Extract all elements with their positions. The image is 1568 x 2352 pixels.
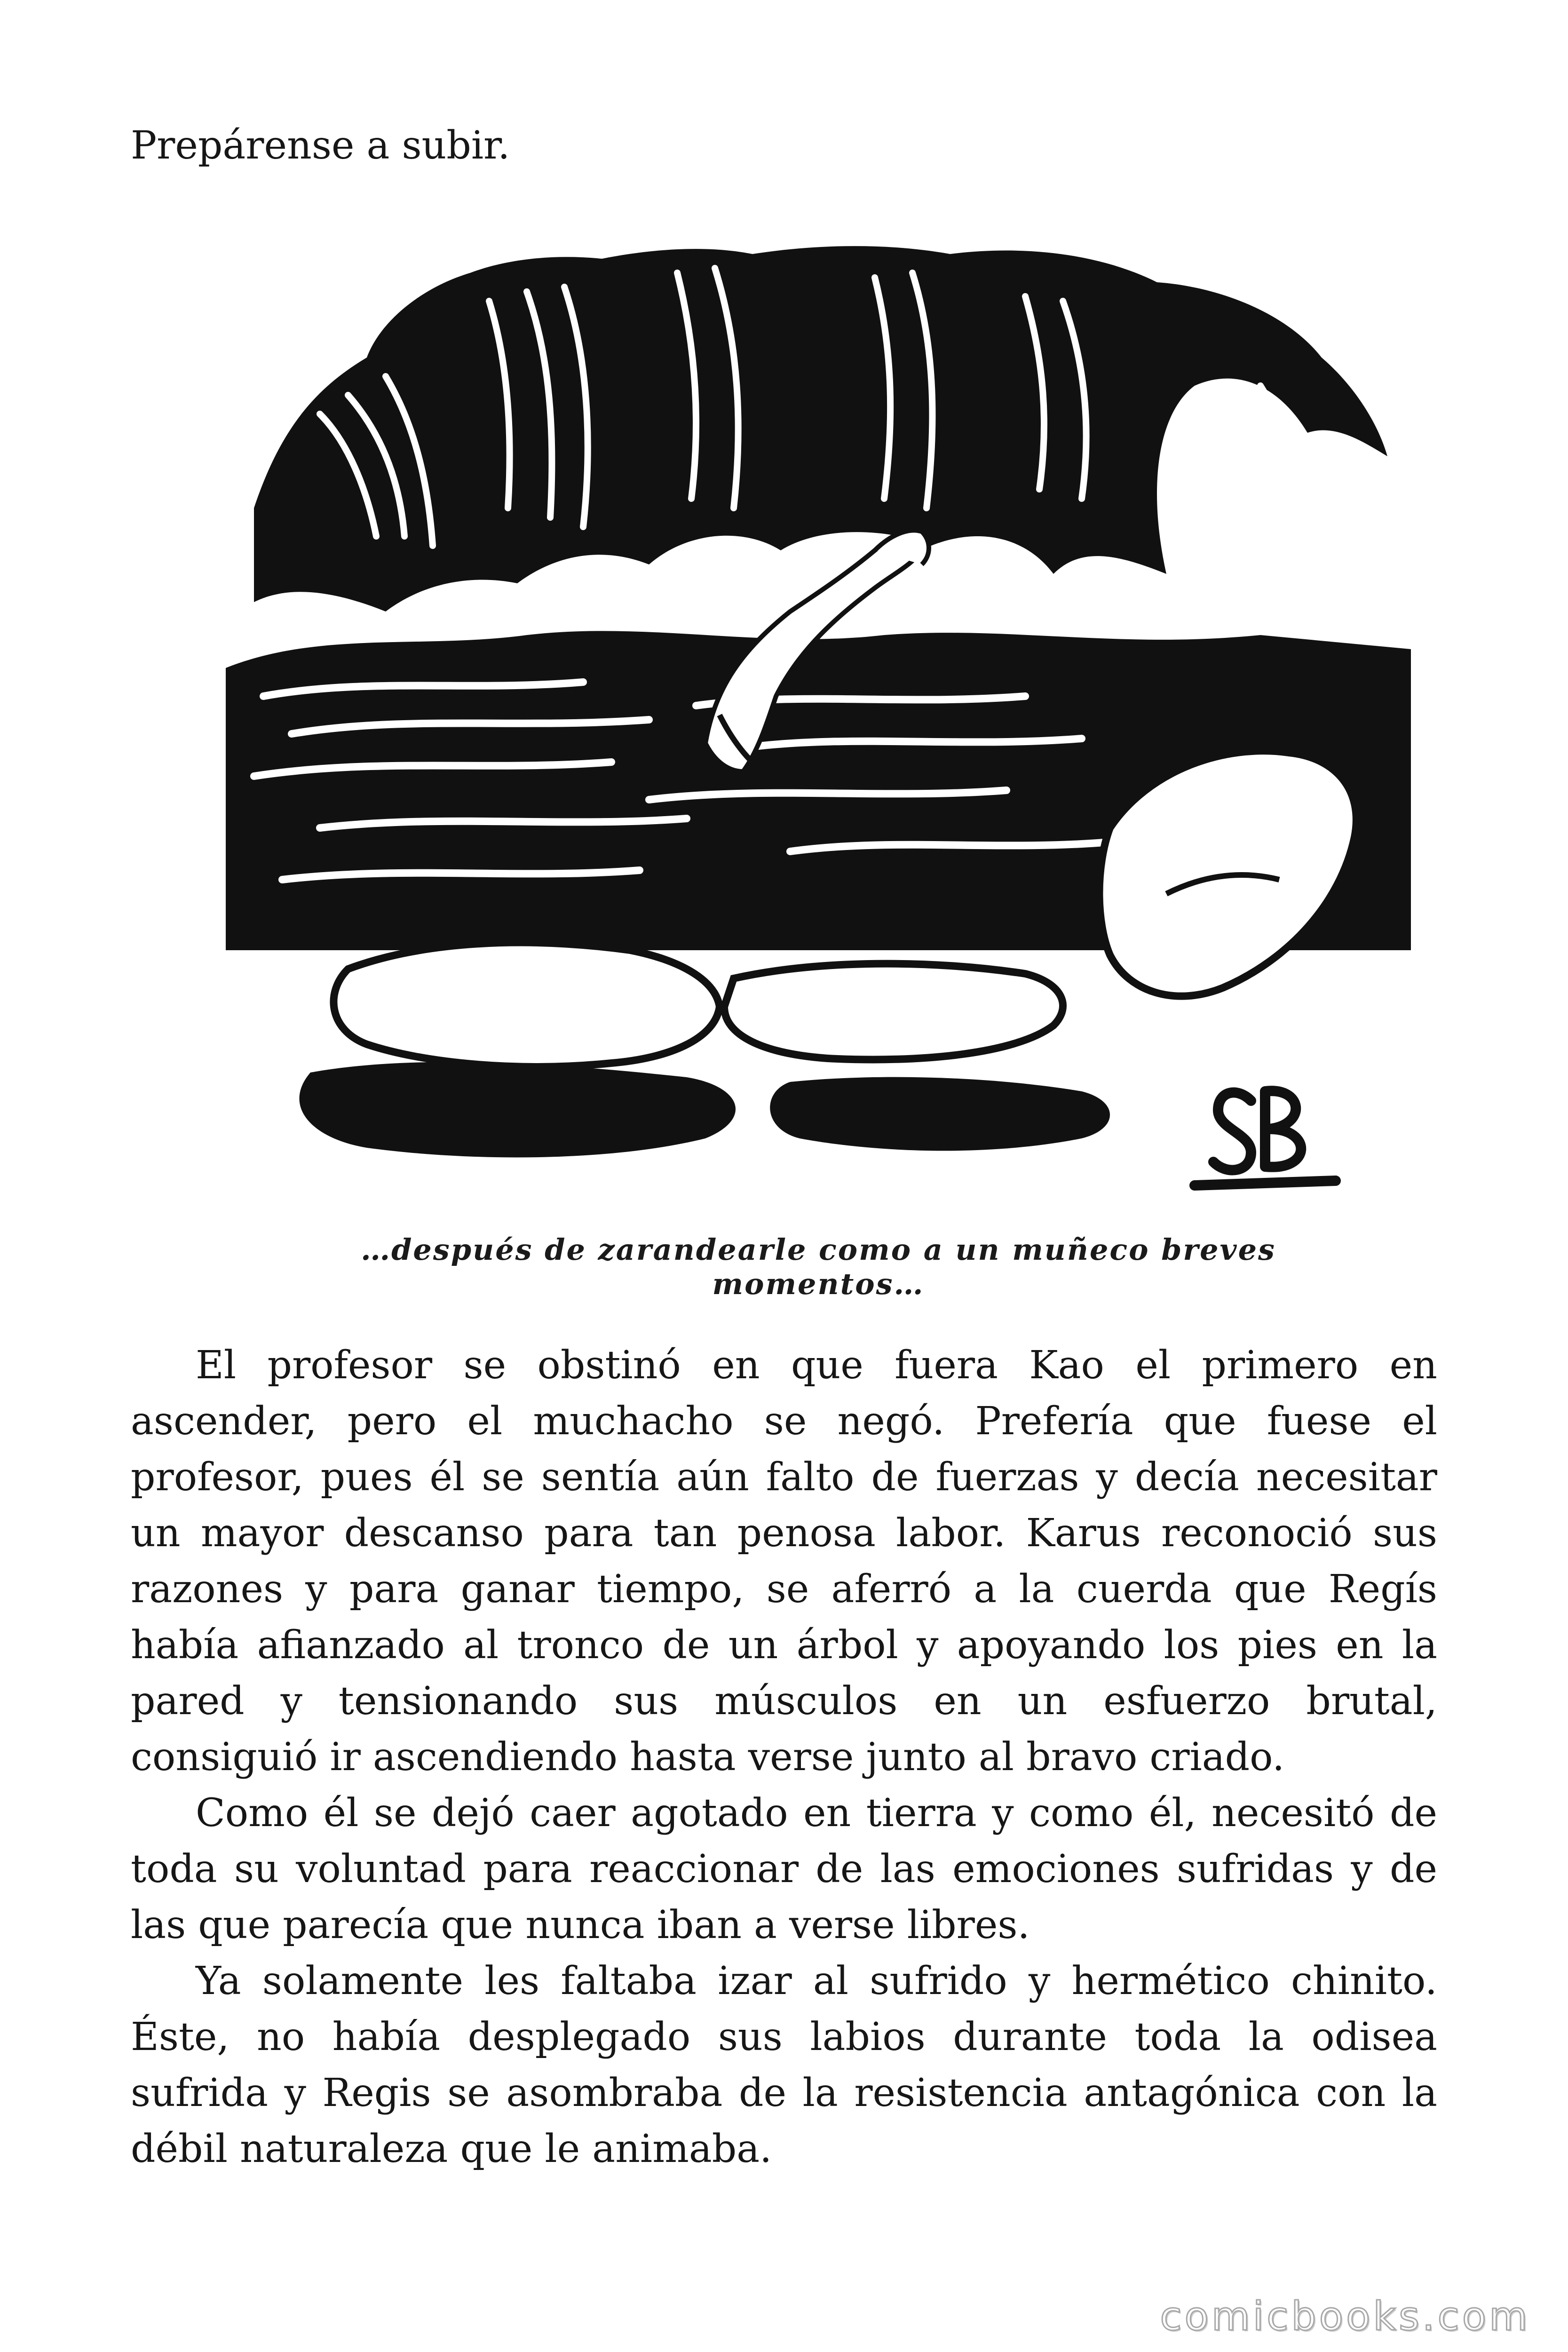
watermark: comicbooks.com <box>1160 2293 1530 2339</box>
cave-ceiling <box>254 246 1387 612</box>
opening-line: Prepárense a subir. <box>131 123 510 168</box>
illustration <box>226 245 1411 1209</box>
artist-signature <box>1195 1091 1336 1185</box>
body-text <box>131 1337 1437 2177</box>
paragraph: Como él se dejó caer agotado en tierra y como él, necesitó de toda su voluntad para reaccionar de las emociones sufridas y de las que parecía que nunca iban a verse libres. <box>131 1791 1437 1947</box>
paragraph: El profesor se obstinó en que fuera Kao el primero en ascender, pero el muchacho se negó. Prefería que fuese el profesor, pues él se sentía aún falto de fuerzas y decía necesitar un mayor descanso para tan penosa labor. Karus reconoció sus razones y para ganar tiempo, se aferró a la cuerda que Regís había afianzado al tronco de un árbol y apoyando los pies en la pared y tensionando sus músculos en un esfuerzo brutal, consiguió ir ascendiendo hasta verse junto al bravo criado. <box>131 1343 1437 1780</box>
illustration-caption: …después de zarandearle como a un muñeco breves momentos… <box>361 1232 1276 1301</box>
paragraph: Ya solamente les faltaba izar al sufrido y hermético chinito. Éste, no había desplegado sus labios durante toda la odisea sufrida y Regis se asombraba de la resistencia antagónica con la débil naturaleza que le animaba. <box>131 1959 1437 2171</box>
